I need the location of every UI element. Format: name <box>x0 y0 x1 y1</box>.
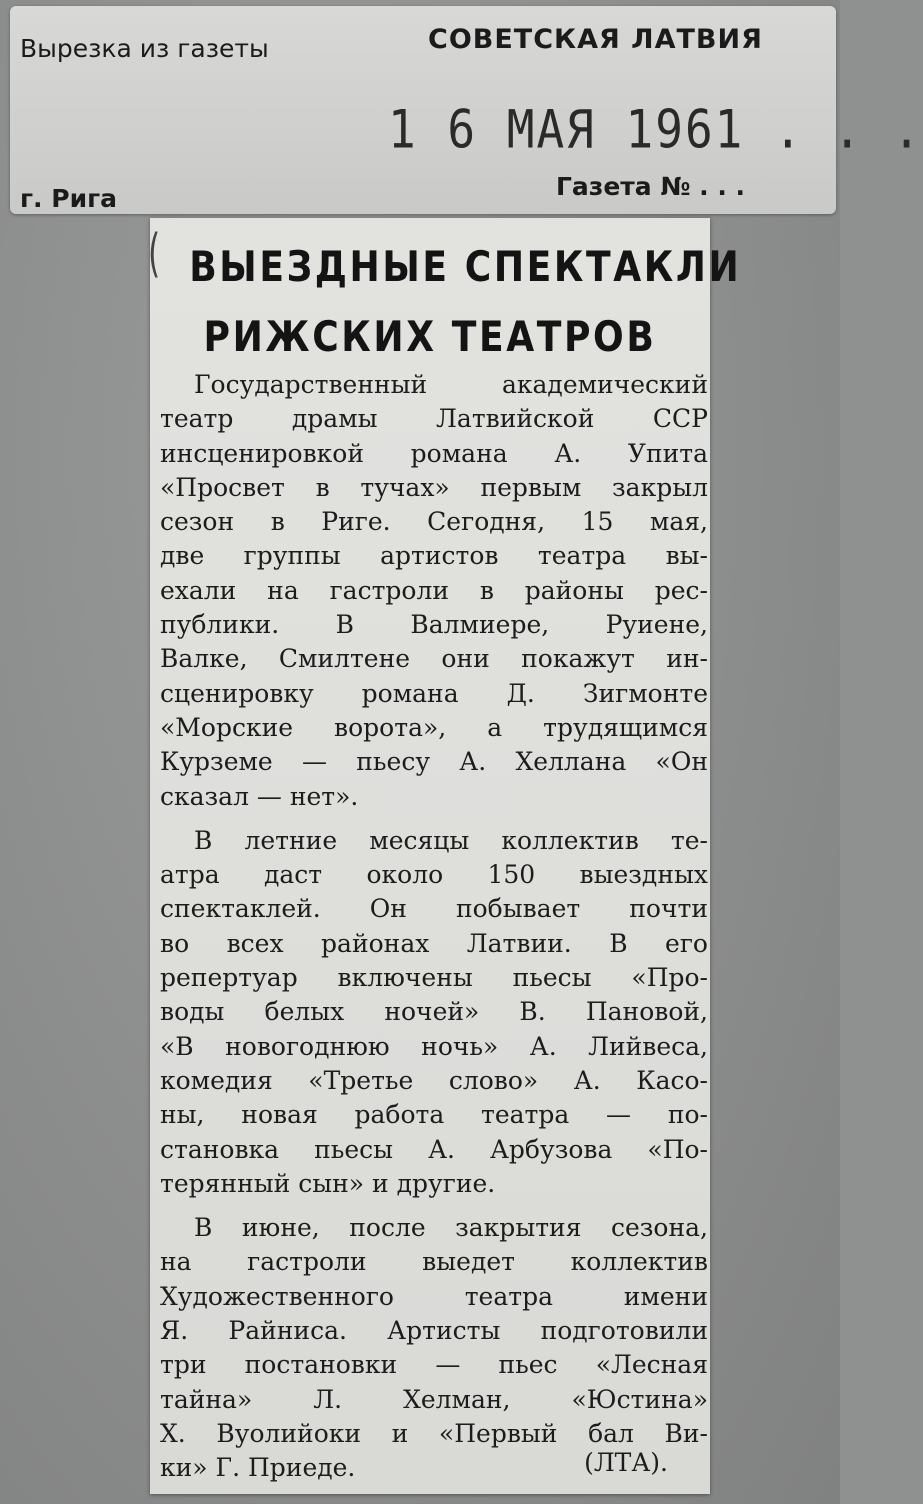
city-label: г. Рига <box>20 184 118 213</box>
article-line: Курземе — пьесу А. Хеллана «Он <box>160 747 708 777</box>
article-line: В летние месяцы коллектив те- <box>194 825 708 855</box>
article-line: «Просвет в тучах» первым закрыл <box>160 472 708 502</box>
article-line: две группы артистов театра вы- <box>160 541 708 571</box>
article-line: инсценировкой романа А. Упита <box>160 438 708 468</box>
cutting-from-label: Вырезка из газеты <box>20 34 269 63</box>
newspaper-name: СОВЕТСКАЯ ЛАТВИЯ <box>428 24 763 55</box>
headline-line-2: РИЖСКИХ ТЕАТРОВ <box>203 312 657 361</box>
article-line: Государственный академический <box>194 370 708 399</box>
article-line: Художественного театра имени <box>160 1281 708 1311</box>
article-line: сценировку романа Д. Зигмонте <box>160 678 708 708</box>
article-line: терянный сын» и другие. <box>160 1168 496 1198</box>
article-line: Я. Райниса. Артисты подготовили <box>160 1316 708 1346</box>
article-line: «Морские ворота», а трудящимся <box>160 712 708 742</box>
article-line: воды белых ночей» В. Пановой, <box>160 997 708 1027</box>
article-line: комедия «Третье слово» А. Касо- <box>160 1065 708 1095</box>
article-line: Валке, Смилтене они покажут ин- <box>160 644 708 674</box>
article-line: «В новогоднюю ночь» А. Лийвеса, <box>160 1031 708 1061</box>
date-stamp: 1 6 МАЯ 1961 . . . <box>388 97 923 161</box>
article-signature: (ЛТА). <box>584 1448 668 1477</box>
article-line: атра даст около 150 выездных <box>160 860 708 890</box>
article-line: ны, новая работа театра — по- <box>160 1100 708 1130</box>
article-line: репертуар включены пьесы «Про- <box>160 963 708 993</box>
article-line: театр драмы Латвийской ССР <box>160 404 708 434</box>
article-line: три постановки — пьес «Лесная <box>160 1350 708 1380</box>
article-line: тайна» Л. Хелман, «Юстина» <box>160 1384 708 1414</box>
headline-line-1: ВЫЕЗДНЫЕ СПЕКТАКЛИ <box>189 242 742 291</box>
article-line: спектаклей. Он побывает почти <box>160 894 708 924</box>
paragraph-gap <box>160 1201 708 1211</box>
torn-corner-mark: ( <box>148 224 161 284</box>
article-line: сезон в Риге. Сегодня, 15 мая, <box>160 507 708 537</box>
paragraph-gap <box>160 814 708 824</box>
clipping-label-card <box>10 6 923 214</box>
article-line: ехали на гастроли в районы рес- <box>160 575 708 605</box>
article-line: сказал — нет». <box>160 781 359 811</box>
article-line: публики. В Валмиере, Руиене, <box>160 610 708 640</box>
article-line: ки» Г. Приеде. <box>160 1453 356 1483</box>
article-line: становка пьесы А. Арбузова «По- <box>160 1134 708 1164</box>
newspaper-clipping <box>148 218 742 1494</box>
article-body <box>160 368 708 1486</box>
article-line: во всех районах Латвии. В его <box>160 928 708 958</box>
paper-number-label: Газета № . . . <box>556 172 746 201</box>
article-line: на гастроли выедет коллектив <box>160 1247 708 1277</box>
article-line: Х. Вуолийоки и «Первый бал Ви- <box>160 1418 708 1448</box>
article-line: В июне, после закрытия сезона, <box>194 1213 708 1243</box>
